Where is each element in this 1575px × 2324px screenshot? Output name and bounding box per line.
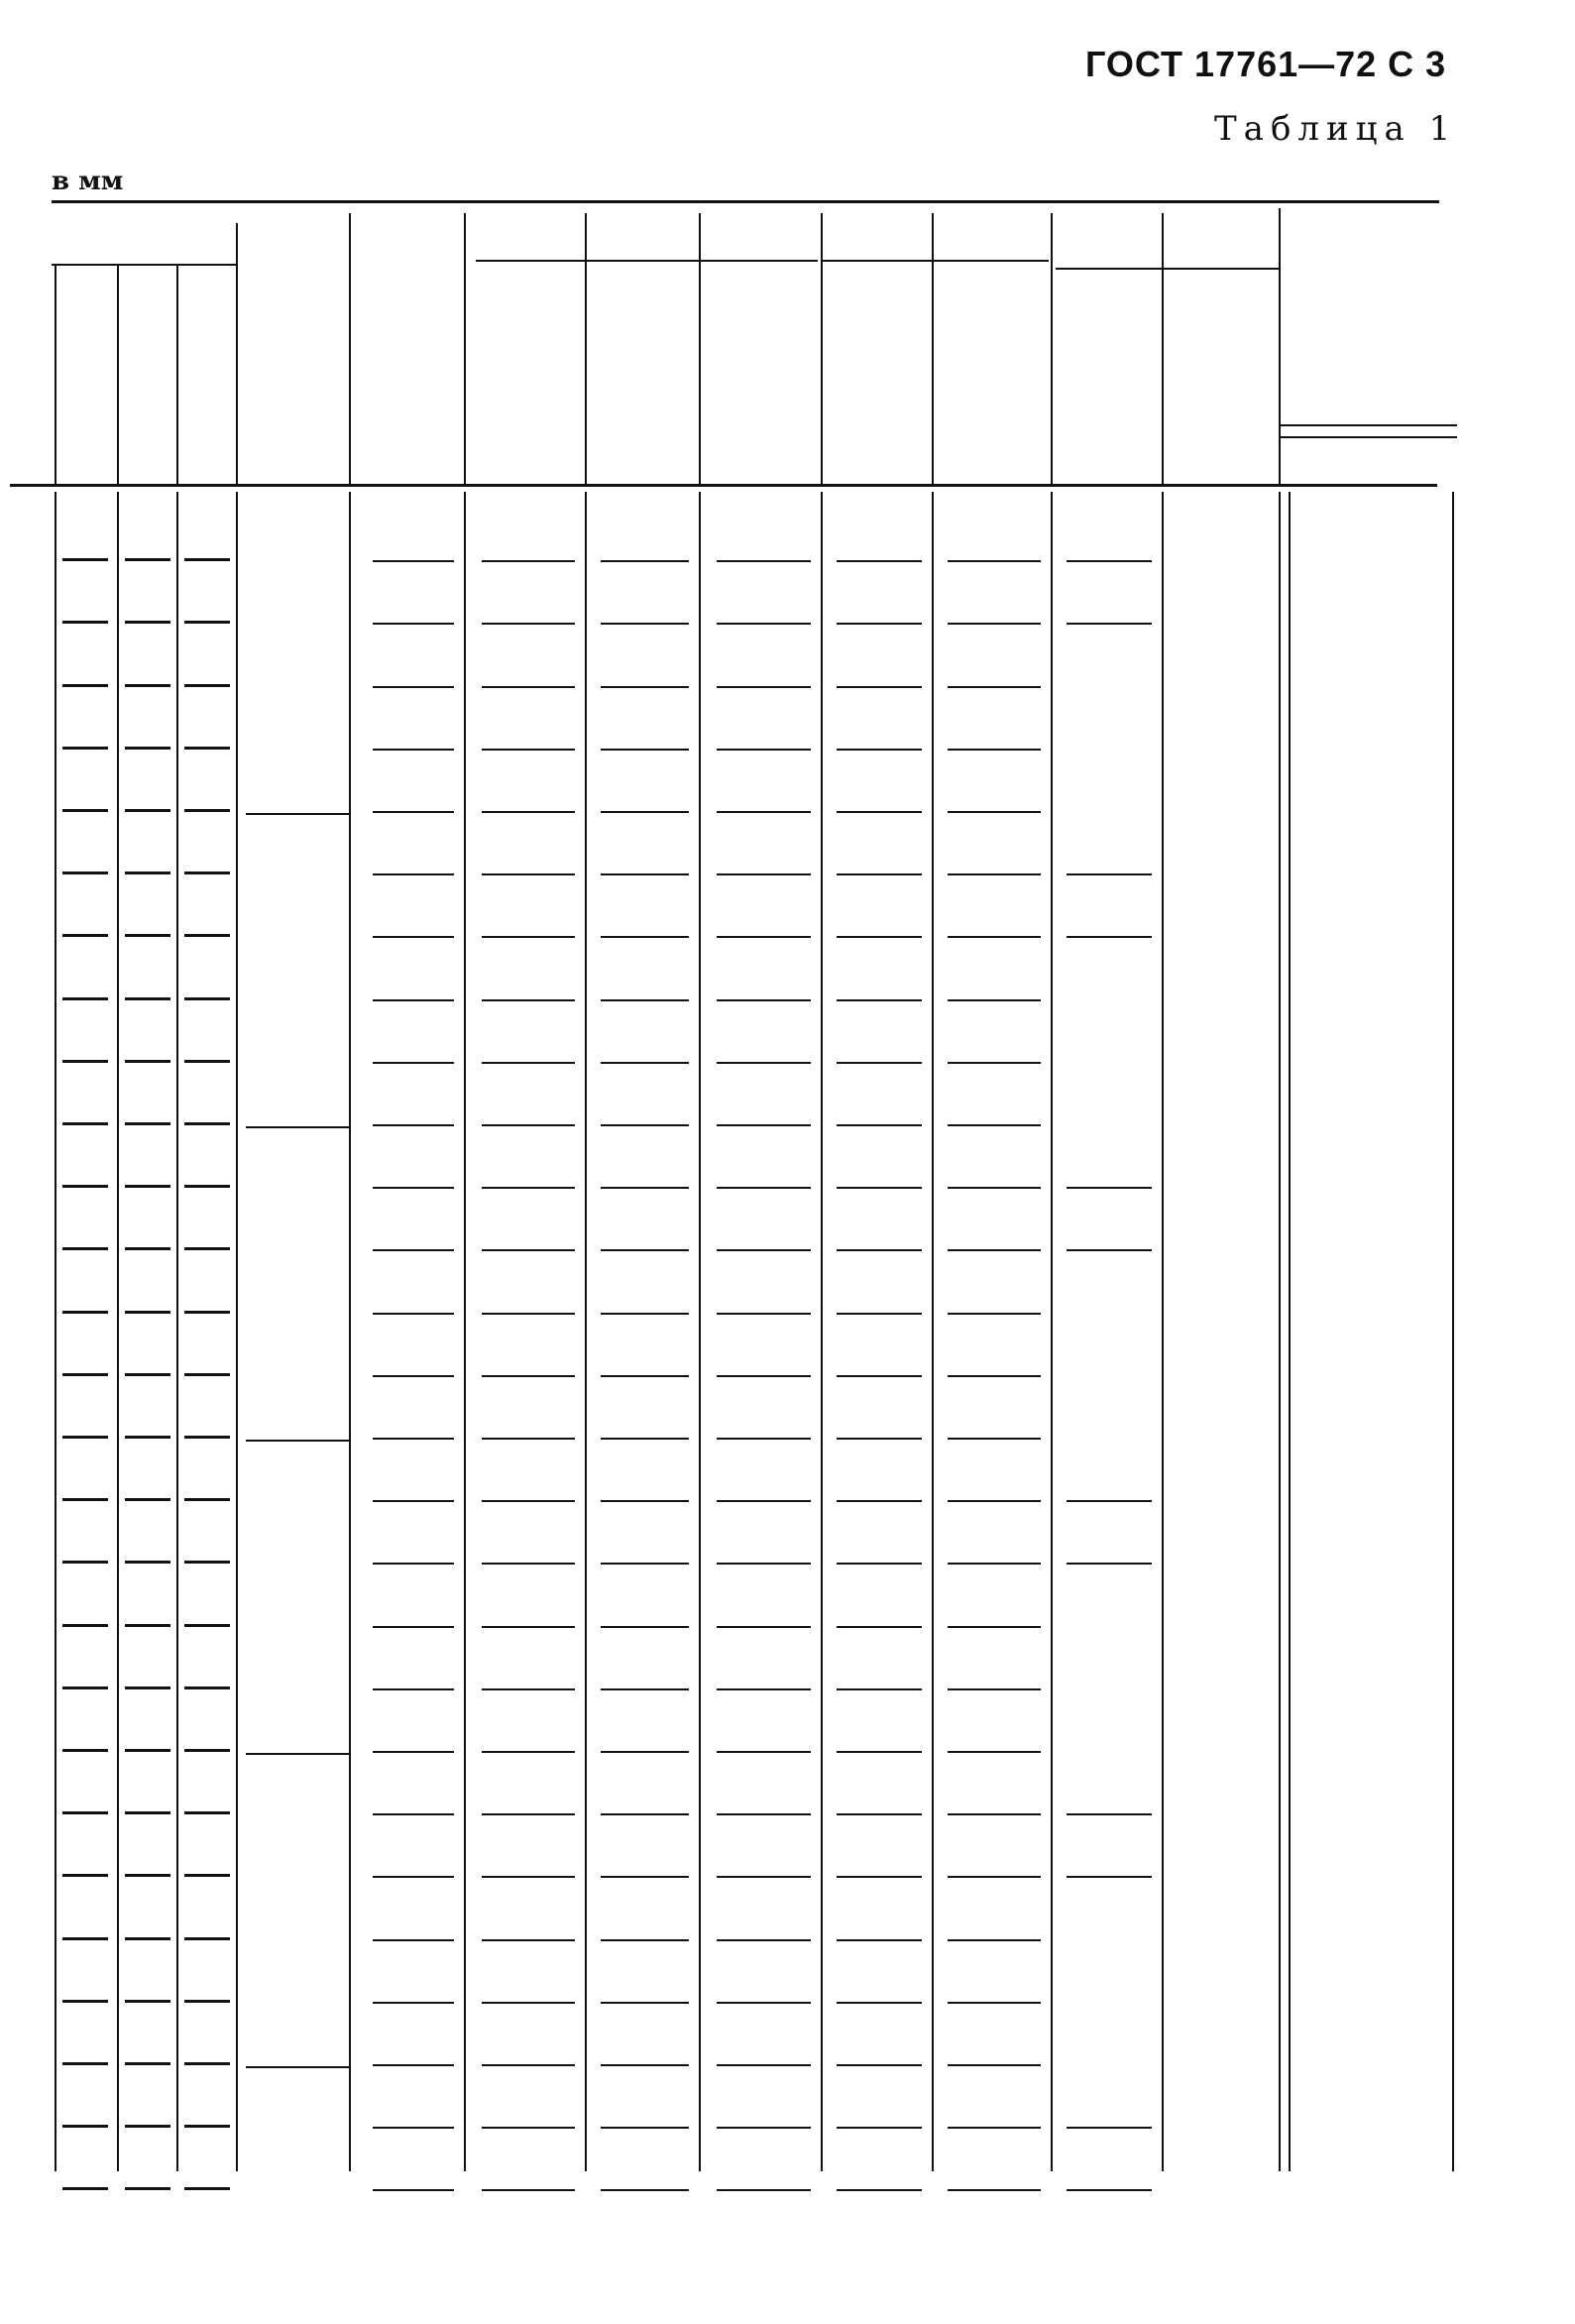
tolerance-dash [125, 2187, 170, 2190]
tolerance-dash [184, 872, 230, 874]
cell-underline [717, 2127, 811, 2129]
cell-underline [717, 1438, 811, 1440]
cell-underline [837, 1626, 922, 1628]
table-caption: Таблица 1 [1214, 109, 1458, 149]
tolerance-dash [184, 1373, 230, 1376]
cell-underline [601, 936, 689, 938]
cell-underline [837, 1563, 922, 1565]
cell-underline [837, 1688, 922, 1690]
cell-underline [837, 1124, 922, 1126]
header-col-line [117, 266, 119, 484]
cell-underline [717, 560, 811, 562]
cell-underline [373, 1249, 454, 1251]
cell-underline [482, 936, 575, 938]
body-col-line [236, 492, 238, 2171]
tolerance-dash [62, 809, 108, 812]
cell-underline [482, 1751, 575, 1753]
cell-underline [837, 749, 922, 751]
cell-underline [948, 1062, 1041, 1064]
tolerance-dash [62, 1561, 108, 1564]
tolerance-dash [62, 1311, 108, 1314]
tolerance-dash [62, 1874, 108, 1877]
cell-underline [601, 1500, 689, 1502]
tolerance-dash [125, 1811, 170, 1814]
tolerance-dash [184, 1561, 230, 1564]
cell-underline [837, 1500, 922, 1502]
cell-underline [601, 2189, 689, 2191]
tolerance-dash [62, 1937, 108, 1940]
cell-underline [717, 1626, 811, 1628]
tolerance-dash [184, 1686, 230, 1689]
tolerance-dash [125, 1436, 170, 1439]
cell-underline [717, 2064, 811, 2066]
cell-underline [948, 873, 1041, 875]
tolerance-dash [62, 872, 108, 874]
cell-underline [948, 686, 1041, 688]
tolerance-dash [184, 1247, 230, 1250]
mass-subrule [1056, 268, 1279, 270]
cell-underline [482, 2002, 575, 2004]
tolerance-dash [184, 1311, 230, 1314]
tolerance-dash [62, 2062, 108, 2065]
cell-underline [482, 1626, 575, 1628]
cell-underline [948, 1688, 1041, 1690]
cell-underline [373, 1563, 454, 1565]
body-col-line [585, 492, 587, 2171]
tolerance-dash [62, 1749, 108, 1752]
det-subrule-2 [1279, 436, 1457, 438]
header-col-line [1279, 208, 1281, 484]
cell-underline [948, 1876, 1041, 1878]
cell-underline [601, 2064, 689, 2066]
cell-underline [373, 1313, 454, 1315]
cell-underline [482, 1438, 575, 1440]
cell-underline [482, 1124, 575, 1126]
tolerance-dash [62, 2187, 108, 2190]
cell-underline [373, 999, 454, 1001]
cell-underline [837, 2189, 922, 2191]
cell-underline [601, 623, 689, 625]
cell-underline [717, 1939, 811, 1941]
cell-underline [717, 686, 811, 688]
cell-underline [482, 2127, 575, 2129]
tolerance-dash [184, 1185, 230, 1188]
tolerance-dash [184, 1624, 230, 1627]
cell-underline [482, 873, 575, 875]
body-col-line [176, 492, 178, 2171]
cell-underline [601, 1438, 689, 1440]
cell-underline [837, 1939, 922, 1941]
tolerance-dash [184, 684, 230, 687]
cell-underline [717, 1313, 811, 1315]
cell-underline [948, 749, 1041, 751]
cell-underline [482, 2189, 575, 2191]
tolerance-dash [62, 997, 108, 1000]
cell-underline [717, 873, 811, 875]
cell-underline [837, 623, 922, 625]
cell-underline [837, 560, 922, 562]
cell-underline [837, 1375, 922, 1377]
cell-underline [373, 2064, 454, 2066]
d-group-rule [246, 2066, 349, 2068]
tolerance-dash [125, 872, 170, 874]
tolerance-dash [62, 1185, 108, 1188]
cell-underline [948, 1124, 1041, 1126]
tolerance-dash [125, 1686, 170, 1689]
cell-underline [373, 2127, 454, 2129]
cell-underline [1067, 560, 1152, 562]
cell-underline [948, 623, 1041, 625]
cell-underline [948, 1249, 1041, 1251]
L1-subrule [821, 260, 1049, 262]
cell-underline [717, 1249, 811, 1251]
cell-underline [837, 811, 922, 813]
cell-underline [601, 560, 689, 562]
page-header: ГОСТ 17761—72 С 3 [1085, 44, 1447, 84]
cell-underline [837, 1187, 922, 1189]
cell-underline [837, 2127, 922, 2129]
cell-underline [948, 999, 1041, 1001]
cell-underline [373, 1500, 454, 1502]
header-col-line [821, 213, 823, 484]
body-col-line [821, 492, 823, 2171]
tolerance-dash [62, 747, 108, 750]
tolerance-dash [62, 684, 108, 687]
body-col-line [1051, 492, 1053, 2171]
cell-underline [717, 1813, 811, 1815]
cell-underline [373, 1688, 454, 1690]
cell-underline [948, 1438, 1041, 1440]
cell-underline [482, 1313, 575, 1315]
tolerance-dash [125, 1247, 170, 1250]
cell-underline [837, 873, 922, 875]
cell-underline [948, 560, 1041, 562]
cell-underline [948, 2064, 1041, 2066]
L-subrule [476, 260, 818, 262]
cell-underline [717, 623, 811, 625]
det2-left-line [1289, 492, 1291, 2171]
cell-underline [948, 1563, 1041, 1565]
cell-underline [482, 2064, 575, 2066]
cell-underline [601, 873, 689, 875]
cell-underline [373, 686, 454, 688]
cell-underline [948, 2002, 1041, 2004]
tolerance-dash [184, 1060, 230, 1063]
tolerance-dash [62, 1060, 108, 1063]
cell-underline [482, 1500, 575, 1502]
tolerance-dash [62, 1811, 108, 1814]
cell-underline [482, 623, 575, 625]
tolerance-dash [62, 1686, 108, 1689]
cell-underline [373, 936, 454, 938]
cell-underline [601, 999, 689, 1001]
cell-underline [948, 811, 1041, 813]
cell-underline [601, 1751, 689, 1753]
cell-underline [373, 1813, 454, 1815]
body-col-line [349, 492, 351, 2171]
header-col-line [236, 223, 238, 484]
header-col-line [585, 213, 587, 484]
tolerance-dash [62, 1624, 108, 1627]
cell-underline [717, 1688, 811, 1690]
cell-underline [601, 1939, 689, 1941]
tolerance-dash [125, 1311, 170, 1314]
tolerance-dash [125, 2125, 170, 2128]
tolerance-dash [62, 2125, 108, 2128]
cell-underline [837, 1313, 922, 1315]
body-col-line [699, 492, 701, 2171]
cell-underline [601, 1124, 689, 1126]
tolerance-dash [125, 1874, 170, 1877]
body-col-line [1162, 492, 1164, 2171]
tolerance-dash [62, 1436, 108, 1439]
cell-underline [948, 1626, 1041, 1628]
cell-underline [482, 999, 575, 1001]
cell-underline [948, 1313, 1041, 1315]
cell-underline [373, 749, 454, 751]
cell-underline [1067, 1249, 1152, 1251]
tolerance-dash [125, 2062, 170, 2065]
tolerance-dash [125, 809, 170, 812]
tolerance-dash [62, 621, 108, 624]
cell-underline [837, 2064, 922, 2066]
tolerance-dash [125, 2000, 170, 2003]
cell-underline [482, 749, 575, 751]
cell-underline [482, 1563, 575, 1565]
cell-underline [717, 2189, 811, 2191]
cell-underline [482, 560, 575, 562]
body-col-line [55, 492, 56, 2171]
cell-underline [717, 1500, 811, 1502]
tolerance-dash [125, 1373, 170, 1376]
cell-underline [1067, 1187, 1152, 1189]
tolerance-dash [125, 1185, 170, 1188]
cell-underline [1067, 1813, 1152, 1815]
cell-underline [837, 936, 922, 938]
body-col-line [1452, 492, 1454, 2171]
tolerance-dash [184, 1436, 230, 1439]
cell-underline [482, 811, 575, 813]
tolerance-dash [184, 621, 230, 624]
cell-underline [717, 1124, 811, 1126]
d-group-rule [246, 1753, 349, 1755]
tolerance-dash [62, 1247, 108, 1250]
cell-underline [1067, 2189, 1152, 2191]
d-group-rule [246, 1440, 349, 1442]
cell-underline [717, 1563, 811, 1565]
tolerance-dash [184, 747, 230, 750]
cell-underline [601, 1876, 689, 1878]
cell-underline [717, 1062, 811, 1064]
body-col-line [117, 492, 119, 2171]
cell-underline [1067, 1876, 1152, 1878]
cell-underline [837, 1813, 922, 1815]
cell-underline [948, 1375, 1041, 1377]
top-rule [52, 200, 1439, 203]
cell-underline [482, 1187, 575, 1189]
cell-underline [1067, 623, 1152, 625]
cell-underline [482, 1939, 575, 1941]
cell-underline [482, 686, 575, 688]
cell-underline [482, 1876, 575, 1878]
tolerance-dash [184, 2187, 230, 2190]
cell-underline [717, 1375, 811, 1377]
tolerance-dash [62, 1122, 108, 1125]
tolerance-dash [125, 934, 170, 937]
tolerance-dash [125, 1122, 170, 1125]
cell-underline [601, 1062, 689, 1064]
tolerance-dash [125, 1498, 170, 1501]
cell-underline [1067, 936, 1152, 938]
cell-underline [482, 1375, 575, 1377]
cell-underline [373, 2002, 454, 2004]
cell-underline [373, 1187, 454, 1189]
cell-underline [948, 1813, 1041, 1815]
tolerance-subrule [52, 264, 236, 266]
cell-underline [373, 1124, 454, 1126]
cell-underline [601, 1688, 689, 1690]
tolerance-dash [125, 1749, 170, 1752]
tolerance-dash [184, 997, 230, 1000]
tolerance-dash [125, 1624, 170, 1627]
cell-underline [717, 749, 811, 751]
cell-underline [601, 1375, 689, 1377]
cell-underline [717, 999, 811, 1001]
cell-underline [601, 1813, 689, 1815]
cell-underline [601, 2002, 689, 2004]
tolerance-dash [184, 2125, 230, 2128]
cell-underline [948, 1939, 1041, 1941]
det-subrule [1279, 424, 1457, 426]
header-col-line [1162, 213, 1164, 484]
cell-underline [601, 749, 689, 751]
header-col-line [55, 266, 56, 484]
cell-underline [717, 936, 811, 938]
cell-underline [837, 1062, 922, 1064]
tolerance-dash [184, 809, 230, 812]
cell-underline [837, 999, 922, 1001]
header-bottom-rule [10, 484, 1437, 487]
cell-underline [601, 811, 689, 813]
cell-underline [717, 811, 811, 813]
cell-underline [373, 811, 454, 813]
cell-underline [837, 1249, 922, 1251]
tolerance-dash [62, 1373, 108, 1376]
tolerance-dash [184, 1811, 230, 1814]
tolerance-dash [184, 558, 230, 561]
cell-underline [837, 1876, 922, 1878]
body-col-line [932, 492, 934, 2171]
cell-underline [601, 1249, 689, 1251]
tolerance-dash [125, 1561, 170, 1564]
cell-underline [482, 1688, 575, 1690]
tolerance-dash [184, 1937, 230, 1940]
cell-underline [601, 1563, 689, 1565]
cell-underline [948, 2189, 1041, 2191]
header-col-line [464, 213, 466, 484]
cell-underline [1067, 873, 1152, 875]
cell-underline [601, 686, 689, 688]
tolerance-dash [62, 934, 108, 937]
tolerance-dash [184, 1874, 230, 1877]
cell-underline [373, 1626, 454, 1628]
header-col-line [932, 213, 934, 484]
tolerance-dash [62, 558, 108, 561]
tolerance-dash [125, 747, 170, 750]
tolerance-dash [125, 1060, 170, 1063]
cell-underline [373, 873, 454, 875]
cell-underline [601, 1626, 689, 1628]
tolerance-dash [184, 934, 230, 937]
cell-underline [601, 2127, 689, 2129]
tolerance-dash [125, 621, 170, 624]
cell-underline [837, 1438, 922, 1440]
cell-underline [373, 623, 454, 625]
cell-underline [373, 1751, 454, 1753]
cell-underline [482, 1249, 575, 1251]
d-group-rule [246, 813, 349, 815]
tolerance-dash [184, 2000, 230, 2003]
header-col-line [1051, 213, 1053, 484]
tolerance-dash [62, 2000, 108, 2003]
cell-underline [717, 2002, 811, 2004]
tolerance-dash [184, 1498, 230, 1501]
body-col-line [1279, 492, 1281, 2171]
header-col-line [349, 213, 351, 484]
cell-underline [373, 1876, 454, 1878]
cell-underline [837, 2002, 922, 2004]
tolerance-dash [125, 558, 170, 561]
cell-underline [373, 1375, 454, 1377]
cell-underline [373, 560, 454, 562]
cell-underline [373, 2189, 454, 2191]
tolerance-dash [184, 1122, 230, 1125]
cell-underline [1067, 1563, 1152, 1565]
header-col-line [699, 213, 701, 484]
cell-underline [482, 1813, 575, 1815]
body-col-line [464, 492, 466, 2171]
cell-underline [373, 1438, 454, 1440]
cell-underline [373, 1939, 454, 1941]
cell-underline [948, 936, 1041, 938]
tolerance-dash [125, 684, 170, 687]
cell-underline [948, 1500, 1041, 1502]
cell-underline [948, 1187, 1041, 1189]
cell-underline [717, 1187, 811, 1189]
cell-underline [837, 686, 922, 688]
cell-underline [948, 1751, 1041, 1753]
cell-underline [837, 1751, 922, 1753]
cell-underline [601, 1187, 689, 1189]
tolerance-dash [125, 1937, 170, 1940]
cell-underline [717, 1876, 811, 1878]
cell-underline [1067, 1500, 1152, 1502]
cell-underline [1067, 2127, 1152, 2129]
header-col-line [176, 266, 178, 484]
d-group-rule [246, 1126, 349, 1128]
tolerance-dash [62, 1498, 108, 1501]
tolerance-dash [125, 997, 170, 1000]
cell-underline [601, 1313, 689, 1315]
cell-underline [482, 1062, 575, 1064]
cell-underline [948, 2127, 1041, 2129]
cell-underline [717, 1751, 811, 1753]
cell-underline [373, 1062, 454, 1064]
tolerance-dash [184, 1749, 230, 1752]
units-label: в мм [52, 167, 124, 196]
tolerance-dash [184, 2062, 230, 2065]
